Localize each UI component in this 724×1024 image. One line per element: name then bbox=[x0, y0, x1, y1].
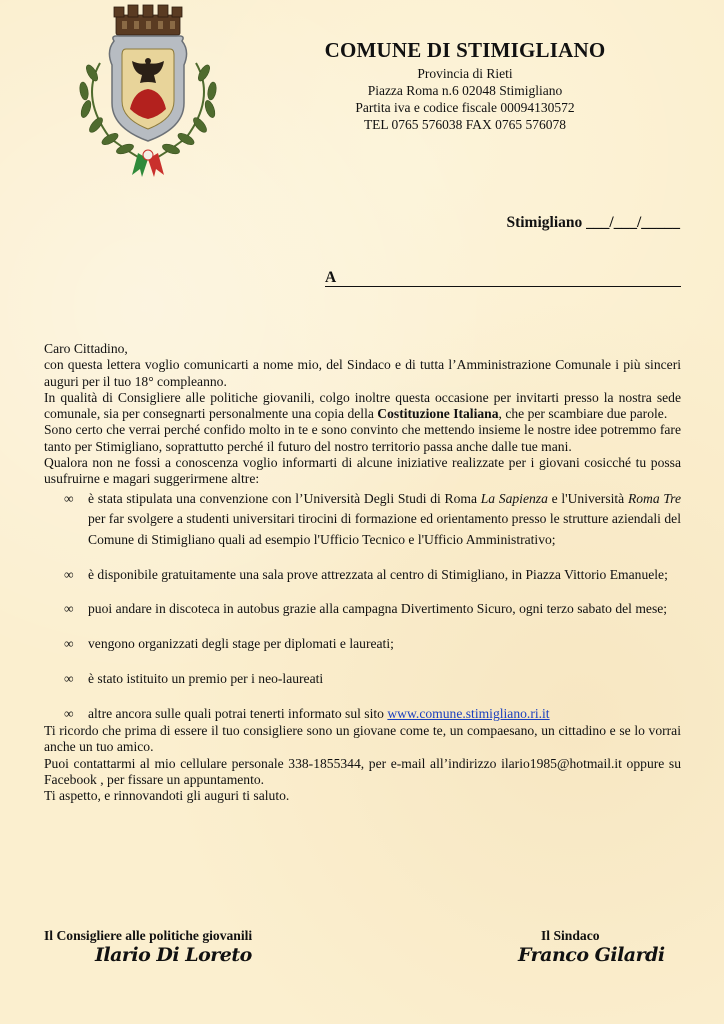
mayor-signature: Franco Gilardi bbox=[518, 944, 665, 966]
coat-of-arms-icon bbox=[70, 3, 226, 181]
list-item: ∞ puoi andare in discoteca in autobus grazie alla campagna Divertimento Sicuro, ogni terzo sabato del mese; bbox=[64, 601, 668, 617]
website-link[interactable]: www.comune.stimigliano.ri.it bbox=[387, 706, 550, 722]
paragraph-confidence: Sono certo che verrai perché confido molto in te e sono convinto che mettendo insieme le nostre idee potremmo fare tanto per Stimigliano, soprattutto perché il futuro del nostro territorio passa anche dalle tue mani. bbox=[44, 422, 681, 454]
list-item: ∞ è stato istituito un premio per i neo-laureati bbox=[64, 671, 324, 687]
paragraph-contacts: Puoi contattarmi al mio cellulare personale 338-1855344, per e-mail all’indirizzo ilario1985@hotmail.it oppure su Facebook , per fissare un appuntamento. bbox=[44, 755, 681, 788]
recipient-field bbox=[325, 270, 681, 287]
university-name: La Sapienza bbox=[480, 490, 548, 506]
contacts-line: TEL 0765 576038 FAX 0765 576078 bbox=[363, 117, 567, 132]
salutation: Caro Cittadino, bbox=[44, 341, 128, 356]
list-item: ∞ è stata stipulata una convenzione con l’Università Degli Studi di Roma La Sapienza e l'Università Roma Tre per far svolgere a studenti universitari tirocini di formazione ed orientamento presso le strutture aziendali del Comune di Stimigliano quali ad esempio l'Ufficio Tecnico e l'Ufficio Amministrativo; bbox=[64, 490, 681, 547]
vat-line: Partita iva e codice fiscale 00094130572 bbox=[355, 100, 575, 115]
address-line: Piazza Roma n.6 02048 Stimigliano bbox=[367, 83, 563, 98]
initiatives-list bbox=[44, 489, 681, 724]
paragraph-wishes: con questa lettera voglio comunicarti a nome mio, del Sindaco e di tutta l’Amministrazione Comunale i più sinceri auguri per il tuo 18° compleanno. bbox=[44, 357, 681, 389]
infinity-bullet-icon: ∞ bbox=[64, 601, 74, 617]
paragraph-friendship: Ti ricordo che prima di essere il tuo consigliere sono un giovane come te, un compaesano, un cittadino e se lo vorrai anche un tuo amico. bbox=[44, 723, 681, 755]
recipient-prefix: A bbox=[325, 269, 337, 286]
infinity-bullet-icon: ∞ bbox=[64, 567, 74, 583]
infinity-bullet-icon: ∞ bbox=[64, 636, 74, 652]
list-item: ∞ è disponibile gratuitamente una sala prove attrezzata al centro di Stimigliano, in Piazza Vittorio Emanuele; bbox=[64, 567, 668, 583]
infinity-bullet-icon: ∞ bbox=[64, 671, 74, 687]
infinity-bullet-icon: ∞ bbox=[64, 706, 74, 722]
letter-body bbox=[44, 341, 681, 805]
paragraph-invitation bbox=[44, 390, 681, 423]
infinity-bullet-icon: ∞ bbox=[64, 490, 74, 506]
paragraph-initiatives: Qualora non ne fossi a conoscenza voglio informarti di alcune iniziative realizzate per i giovani cosicché tu possa usufruirne e magari suggerirmene altre: bbox=[44, 455, 681, 487]
invitation-text: In qualità di Consigliere alle politiche giovanili, colgo inoltre questa occasione per invitarti presso la nostra sede comunale, sia per consegnarti personalmente una copia della bbox=[44, 389, 681, 422]
municipality-title: COMUNE DI STIMIGLIANO bbox=[324, 38, 606, 62]
mayor-title: Il Sindaco bbox=[541, 928, 600, 943]
paragraph-farewell: Ti aspetto, e rinnovandoti gli auguri ti saluto. bbox=[44, 788, 290, 804]
university-name: Roma Tre bbox=[627, 490, 681, 506]
list-item: ∞ vengono organizzati degli stage per diplomati e laureati; bbox=[64, 636, 394, 652]
date-field: Stimigliano ___/___/_____ bbox=[506, 214, 680, 231]
municipality-header bbox=[300, 38, 630, 133]
list-item: ∞ altre ancora sulle quali potrai tenerti informato sul sito www.comune.stimigliano.ri.it bbox=[64, 706, 550, 722]
councillor-signature: Ilario Di Loreto bbox=[95, 944, 252, 966]
councillor-title: Il Consigliere alle politiche giovanili bbox=[44, 928, 253, 943]
constitution-title: Costituzione Italiana bbox=[377, 406, 499, 422]
invitation-text-end: , che per scambiare due parole. bbox=[498, 406, 668, 422]
province-line: Provincia di Rieti bbox=[417, 66, 513, 81]
